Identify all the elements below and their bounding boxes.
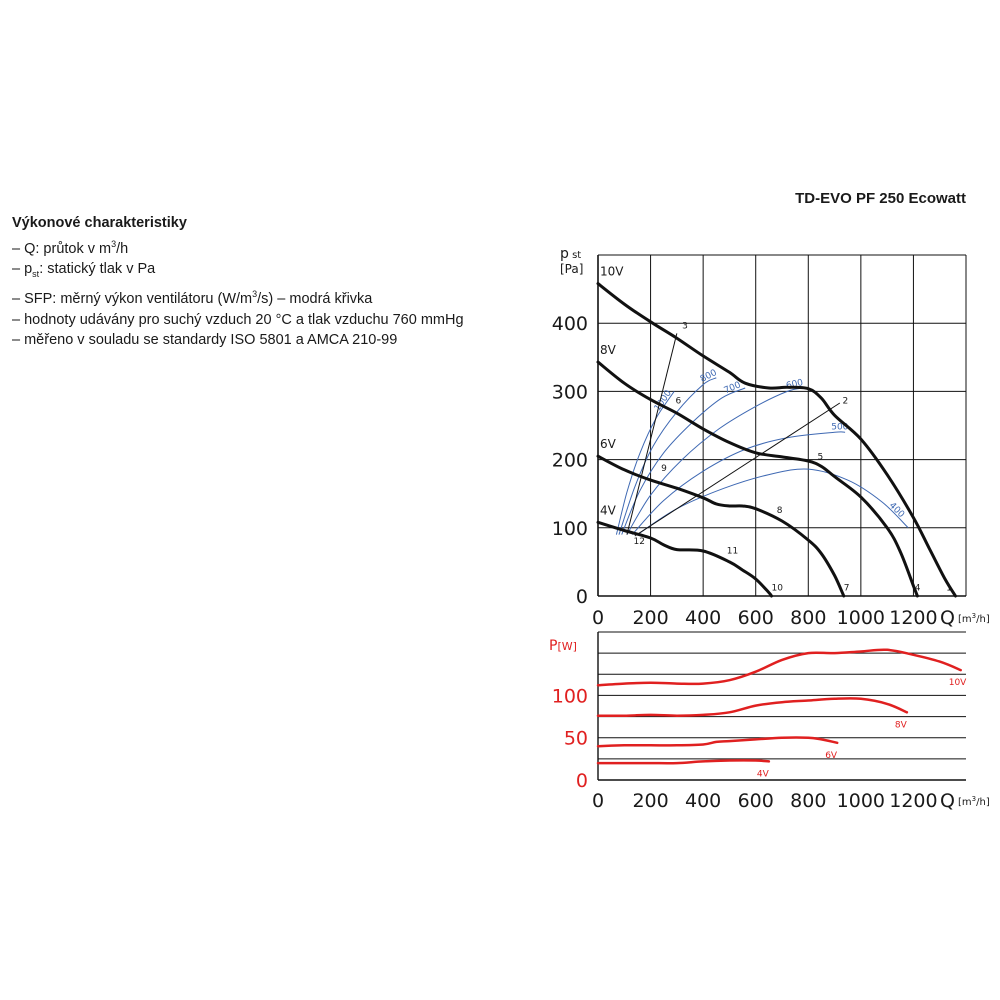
power-curve-8V <box>598 698 907 715</box>
pressure-x-label: Q <box>940 607 955 629</box>
pressure-y-tick-label: 400 <box>551 313 588 336</box>
pressure-x-tick-label: 600 <box>737 607 774 629</box>
pressure-x-tick-label: 400 <box>685 607 722 629</box>
sfp-curve-label: 700 <box>722 380 743 397</box>
power-y-tick-label: 0 <box>575 770 588 792</box>
description-line: – Q: průtok v $m^3/h$ <box>12 238 129 257</box>
power-curve-4V <box>598 760 769 763</box>
power-x-tick-label: 1000 <box>836 790 886 812</box>
pressure-x-tick-label: 800 <box>790 607 827 629</box>
model-title: TD-EVO PF 250 Ecowatt <box>795 190 966 207</box>
pressure-y-label: p st <box>560 246 582 262</box>
operating-point-label: 11 <box>726 546 739 557</box>
operating-point-label: 12 <box>633 537 645 548</box>
fan-curve-label: 8V <box>600 343 616 358</box>
pressure-y-tick-label: 200 <box>551 449 588 472</box>
operating-point-label: 9 <box>661 464 667 475</box>
description-line: – SFP: měrný výkon ventilátoru $(W/m^3/s)$ – modrá křivka <box>12 289 373 308</box>
power-curve-10V <box>598 650 961 686</box>
pressure-x-tick-label: 0 <box>591 607 605 629</box>
power-x-label: Q <box>940 790 955 812</box>
operating-point-label: 1 <box>946 583 953 594</box>
sfp-curve-label: 400 <box>886 500 907 521</box>
sfp-curve-label: 500 <box>831 422 849 433</box>
description-line: – hodnoty udávány pro suchý vzduch 20 °C a tlak vzduchu 760 mmHg <box>12 311 464 328</box>
sfp-curve-label: 600 <box>785 378 805 392</box>
sfp-curve-label: 1000 <box>652 388 674 414</box>
operating-point-label: 3 <box>682 321 688 332</box>
fan-curve-6V <box>598 456 844 596</box>
power-x-tick-label: 1200 <box>889 790 938 812</box>
operating-point-label: 7 <box>843 583 850 594</box>
power-curve-6V <box>598 737 837 746</box>
power-x-tick-label: 0 <box>591 790 605 812</box>
fan-curve-label: 6V <box>600 437 616 452</box>
power-panel <box>549 632 990 812</box>
pressure-x-unit: $[m^3/h]$ <box>958 612 990 625</box>
operating-point-label: 4 <box>914 583 921 594</box>
power-x-tick-label: 400 <box>685 790 722 812</box>
power-x-tick-label: 600 <box>737 790 774 812</box>
description-line: – měřeno v souladu se standardy ISO 5801 a AMCA 210-99 <box>12 332 398 349</box>
description-heading: Výkonové charakteristiky <box>12 215 187 231</box>
fan-curve-label: 10V <box>600 264 624 279</box>
power-curve-label: 10V <box>948 678 967 689</box>
operating-point-label: 6 <box>675 396 682 407</box>
operating-point-label: 2 <box>842 396 849 407</box>
system-line <box>627 333 677 534</box>
operating-point-label: 8 <box>776 505 783 516</box>
power-y-tick-label: 50 <box>563 727 588 750</box>
fan-curve-4V <box>598 522 772 596</box>
operating-point-label: 10 <box>771 583 783 594</box>
description-line: – $p_{st}$: statický tlak v Pa <box>12 260 156 279</box>
sfp-curve-700 <box>622 388 746 535</box>
pressure-panel <box>552 246 990 629</box>
pressure-x-tick-label: 1000 <box>836 607 886 629</box>
power-curve-label: 8V <box>894 720 907 731</box>
operating-point-label: 5 <box>817 452 824 463</box>
power-x-unit: $[m^3/h]$ <box>958 795 990 808</box>
sfp-curve-label: 800 <box>698 367 719 385</box>
power-curve-label: 4V <box>756 769 769 780</box>
pressure-y-unit: [Pa] <box>560 262 584 276</box>
power-curve-label: 6V <box>825 750 838 761</box>
pressure-y-tick-label: 300 <box>551 381 588 404</box>
pressure-x-tick-label: 200 <box>632 607 669 629</box>
pressure-y-tick-label: 100 <box>551 517 588 540</box>
power-x-tick-label: 200 <box>632 790 669 812</box>
sfp-curve-1000 <box>616 391 674 534</box>
pressure-y-tick-label: 0 <box>575 586 588 608</box>
pressure-x-tick-label: 1200 <box>889 607 938 629</box>
power-y-tick-label: 100 <box>551 685 588 708</box>
power-y-label: P[W] <box>549 638 577 654</box>
fan-curve-label: 4V <box>600 503 616 518</box>
power-x-tick-label: 800 <box>790 790 827 812</box>
